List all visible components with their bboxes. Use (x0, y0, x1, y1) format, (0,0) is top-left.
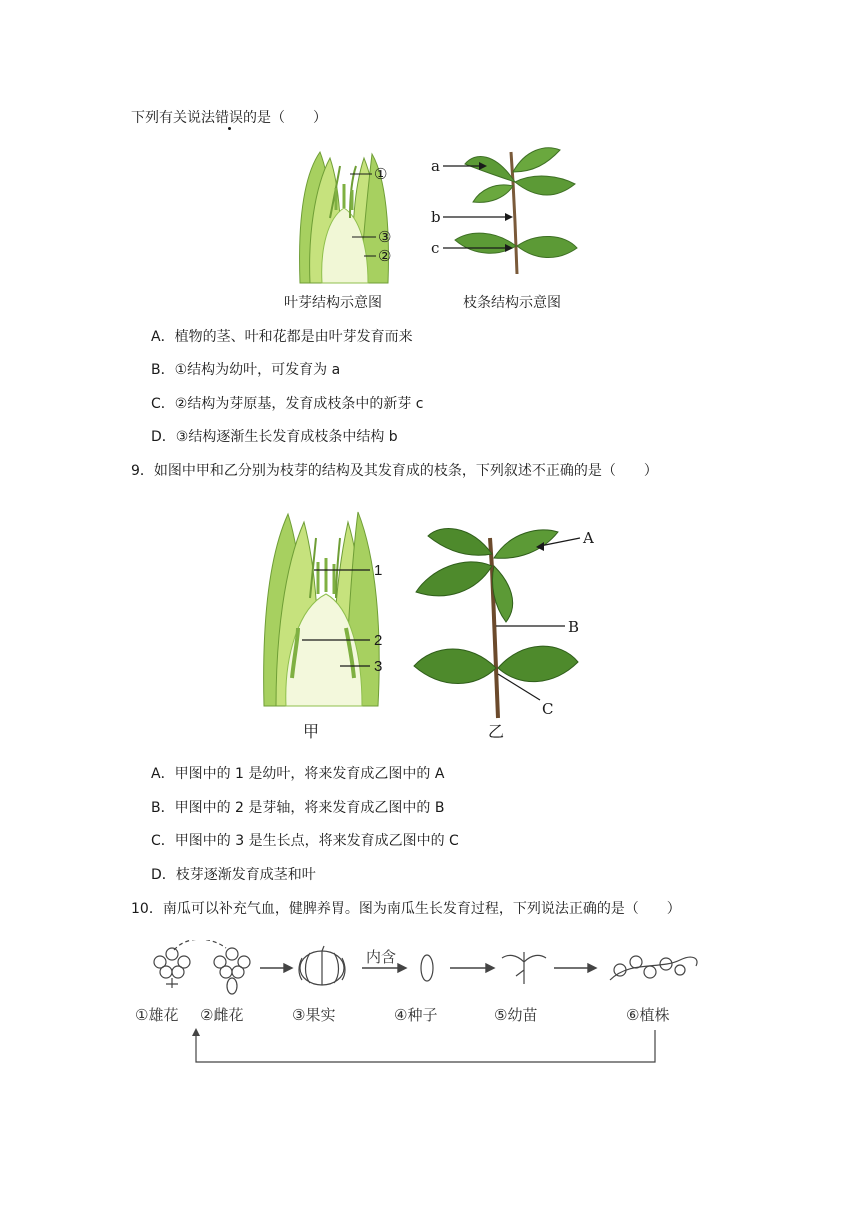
q9-stem: 9．如图中甲和乙分别为枝芽的结构及其发育成的枝条，下列叙述不正确的是（ ） (131, 463, 658, 479)
q8-stem-emphasis: 错误 (215, 110, 243, 126)
q10-stage-4: ④种子 (394, 1006, 438, 1024)
q8-bud-label-1: ① (374, 165, 388, 183)
q8-stem (131, 108, 327, 128)
q9-bud-diagram (258, 508, 398, 708)
q8-bud-caption: 叶芽结构示意图 (284, 295, 382, 311)
q9-option-c: C．甲图中的 3 是生长点，将来发育成乙图中的 C (151, 833, 459, 849)
q9-branch-label-b: B (568, 618, 580, 636)
q9-bud-label-3: 3 (374, 658, 383, 675)
q10-stage-3: ③果实 (292, 1006, 336, 1024)
q10-stem: 10．南瓜可以补充气血，健脾养胃。图为南瓜生长发育过程，下列说法正确的是（ ） (131, 901, 681, 917)
q9-option-a: A．甲图中的 1 是幼叶，将来发育成乙图中的 A (151, 766, 445, 782)
q9-bud-label-1: 1 (374, 562, 383, 579)
q8-branch-label-b: b (431, 208, 441, 226)
q9-caption-left: 甲 (303, 722, 320, 741)
q8-option-b: B．①结构为幼叶，可发育为 a (151, 362, 341, 378)
q10-stage-2: ②雌花 (200, 1006, 244, 1024)
q10-stage-5: ⑤幼苗 (494, 1006, 538, 1024)
q8-branch-caption: 枝条结构示意图 (463, 295, 561, 311)
q10-stage-6: ⑥植株 (626, 1006, 670, 1024)
q8-option-d: D．③结构逐渐生长发育成枝条中结构 b (151, 429, 398, 445)
q8-stem-post: 的是（ ） (243, 110, 327, 126)
q8-branch-label-a: a (431, 157, 440, 175)
q8-branch-diagram (425, 142, 585, 282)
q10-arrow-note: 内含 (366, 948, 397, 966)
q8-branch-label-c: c (431, 239, 440, 257)
q8-option-c: C．②结构为芽原基，发育成枝条中的新芽 c (151, 396, 424, 412)
q9-branch-label-c: C (542, 700, 554, 718)
q10-stage-1: ①雄花 (135, 1006, 179, 1024)
q8-stem-pre: 下列有关说法 (131, 110, 215, 126)
q9-bud-label-2: 2 (374, 632, 383, 649)
q9-caption-right: 乙 (488, 722, 505, 741)
q9-branch-diagram (410, 518, 600, 723)
q8-bud-label-3: ③ (378, 228, 392, 246)
q9-option-b: B．甲图中的 2 是芽轴，将来发育成乙图中的 B (151, 800, 445, 816)
q9-branch-label-a: A (583, 529, 594, 547)
q8-option-a: A．植物的茎、叶和花都是由叶芽发育而来 (151, 329, 413, 345)
q9-option-d: D．枝芽逐渐发育成茎和叶 (151, 867, 316, 883)
q8-bud-diagram (290, 148, 400, 288)
q8-bud-label-2: ② (378, 247, 392, 265)
